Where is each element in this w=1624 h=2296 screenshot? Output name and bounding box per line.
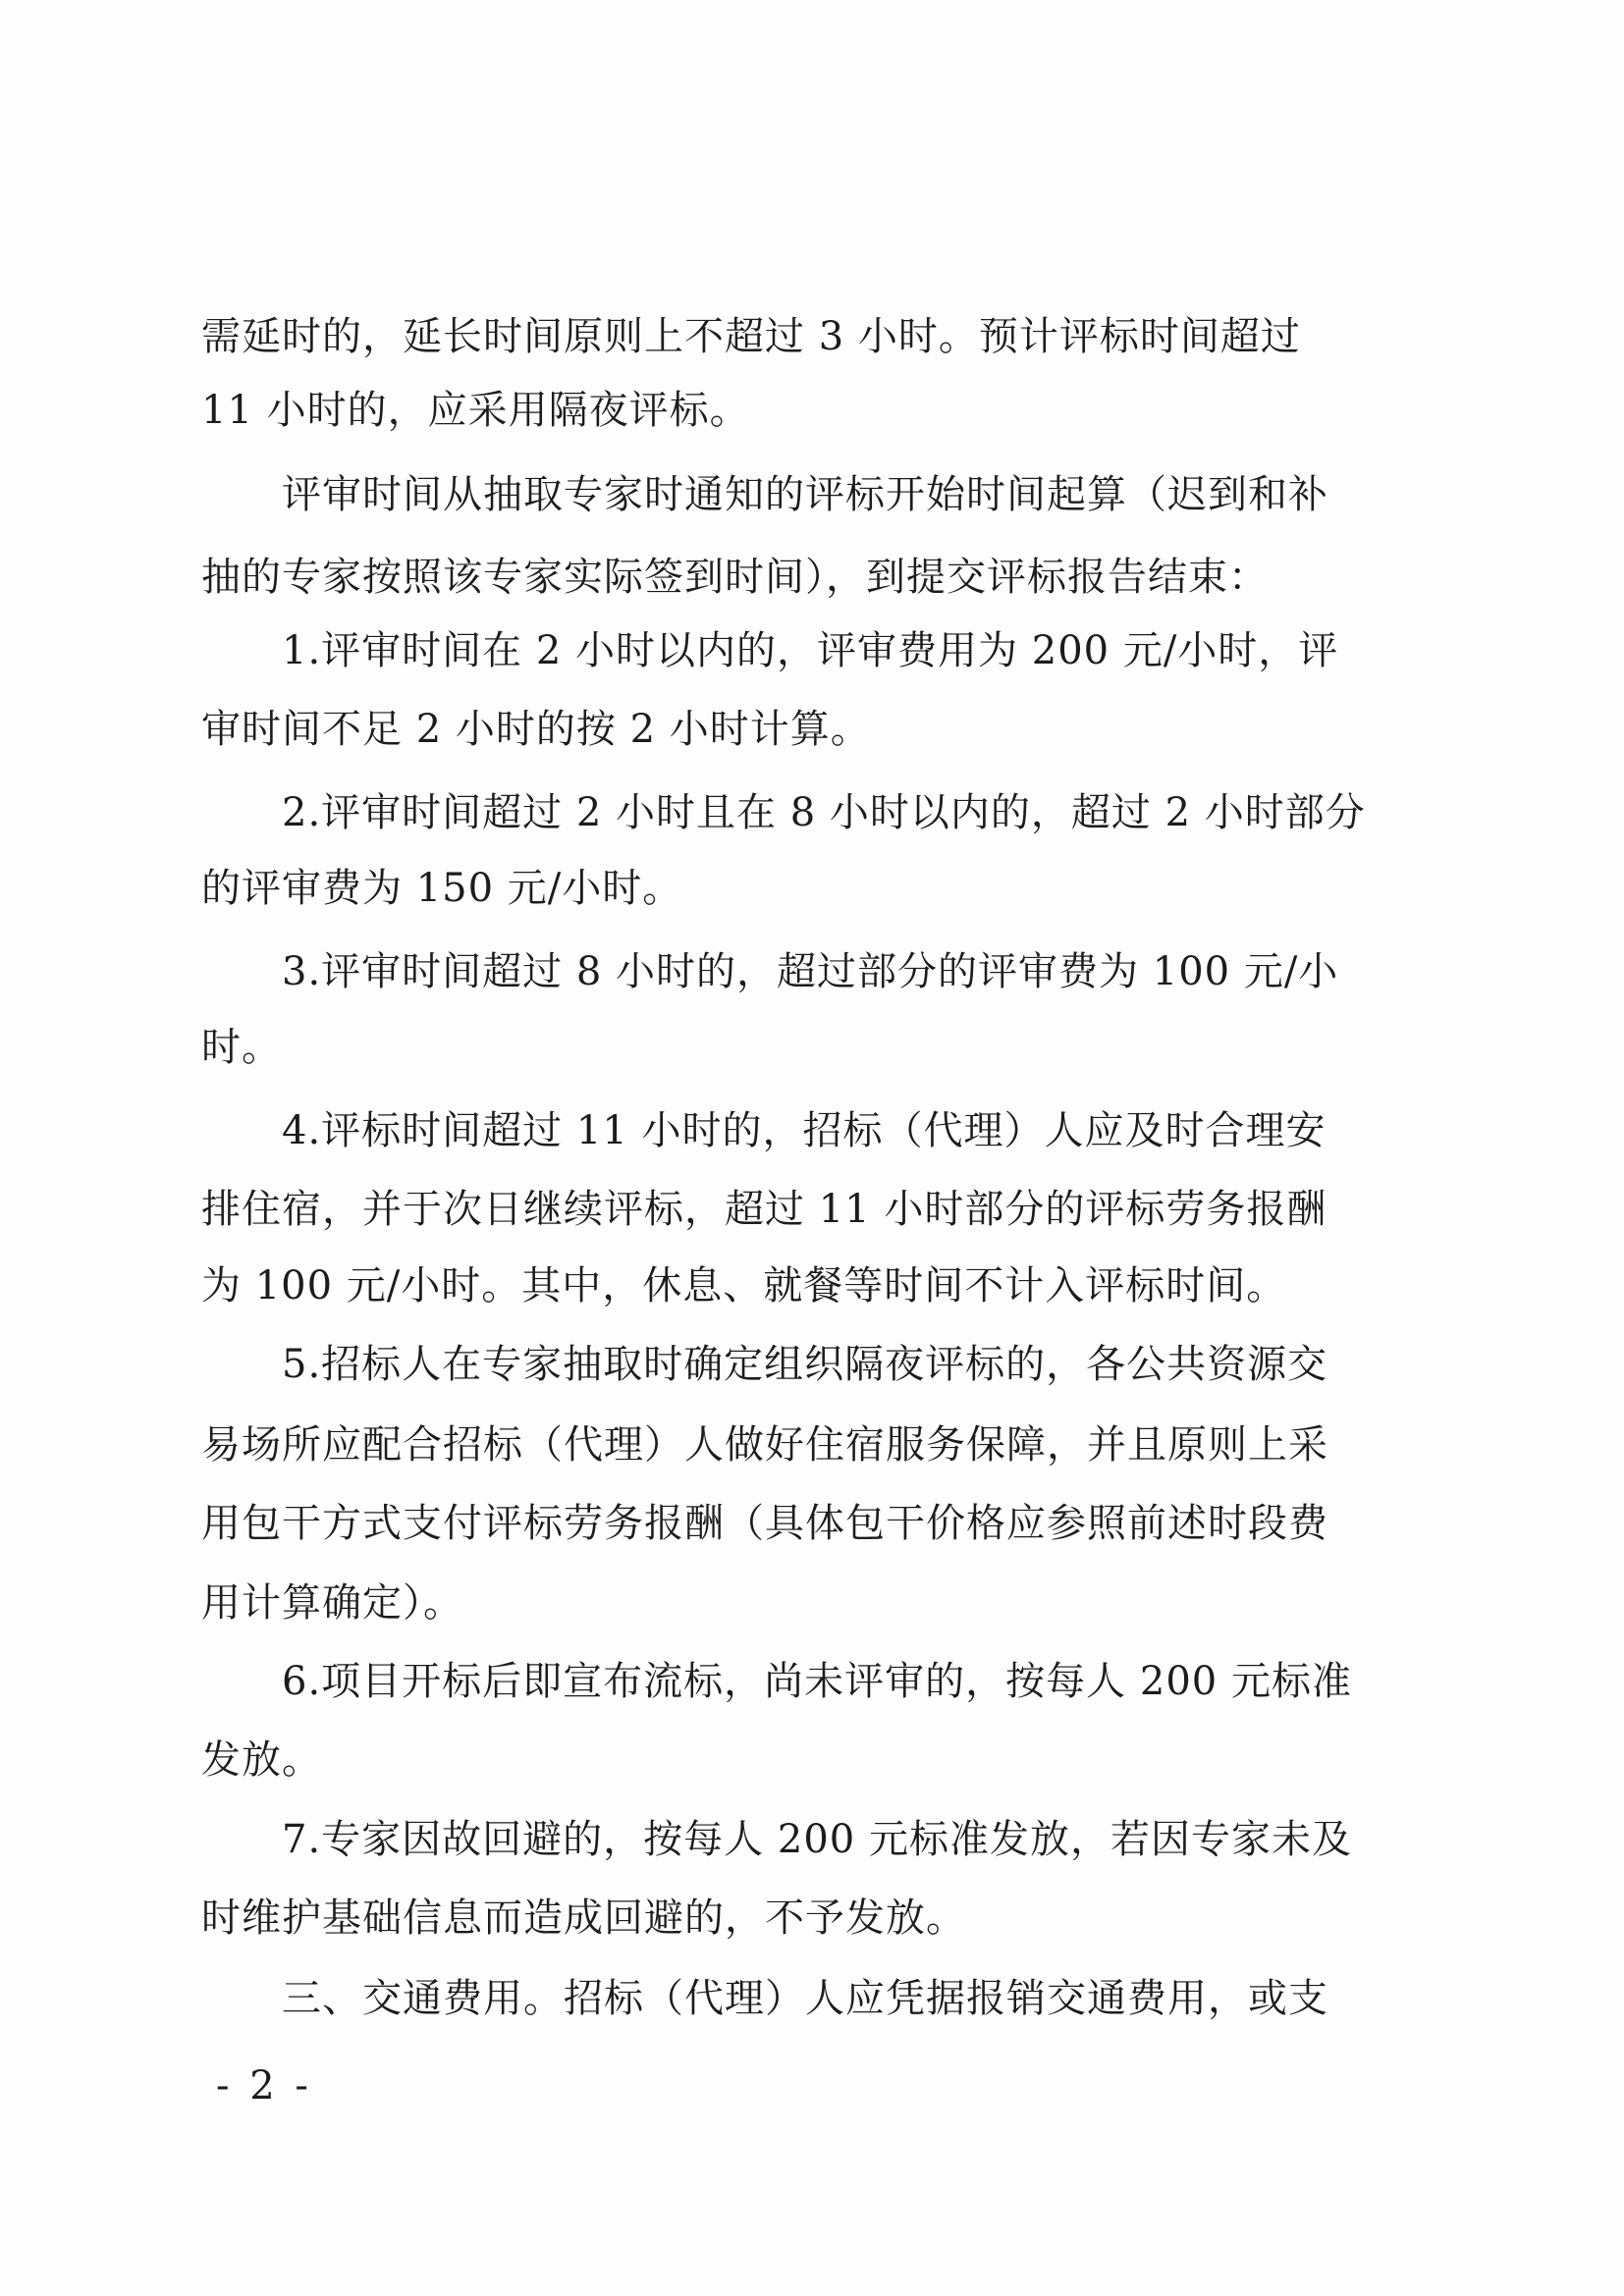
body-line: 时。: [201, 1025, 282, 1070]
body-line: 审时间不足 2 小时的按 2 小时计算。: [201, 707, 871, 752]
body-line: 5.招标人在专家抽取时确定组织隔夜评标的，各公共资源交: [201, 1342, 1328, 1387]
body-line: 为 100 元/小时。其中，休息、就餐等时间不计入评标时间。: [201, 1263, 1287, 1308]
page-number: - 2 -: [216, 2063, 312, 2109]
body-line: 需延时的，延长时间原则上不超过 3 小时。预计评标时间超过: [201, 314, 1301, 359]
body-line: 发放。: [201, 1737, 322, 1783]
body-line: 的评审费为 150 元/小时。: [201, 866, 683, 911]
body-line: 2.评审时间超过 2 小时且在 8 小时以内的，超过 2 小时部分: [201, 790, 1366, 835]
body-line: 时维护基础信息而造成回避的，不予发放。: [201, 1896, 966, 1941]
body-line: 用计算确定）。: [201, 1580, 463, 1626]
body-line: 3.评审时间超过 8 小时的，超过部分的评审费为 100 元/小: [201, 949, 1339, 994]
body-line: 4.评标时间超过 11 小时的，招标（代理）人应及时合理安: [201, 1108, 1326, 1153]
body-line: 1.评审时间在 2 小时以内的，评审费用为 200 元/小时，评: [201, 628, 1339, 673]
body-line: 易场所应配合招标（代理）人做好住宿服务保障，并且原则上采: [201, 1422, 1328, 1468]
body-line: 6.项目开标后即宣布流标，尚未评审的，按每人 200 元标准: [201, 1659, 1352, 1704]
body-line: 三、交通费用。招标（代理）人应凭据报销交通费用，或支: [201, 1976, 1328, 2021]
body-line: 用包干方式支付评标劳务报酬（具体包干价格应参照前述时段费: [201, 1501, 1328, 1546]
body-line: 排住宿，并于次日继续评标，超过 11 小时部分的评标劳务报酬: [201, 1187, 1327, 1232]
body-line: 11 小时的，应采用隔夜评标。: [201, 388, 750, 433]
body-line: 评审时间从抽取专家时通知的评标开始时间起算（迟到和补: [201, 472, 1328, 517]
body-line: 7.专家因故回避的，按每人 200 元标准发放，若因专家未及: [201, 1817, 1352, 1862]
body-line: 抽的专家按照该专家实际签到时间），到提交评标报告结束：: [201, 555, 1269, 600]
